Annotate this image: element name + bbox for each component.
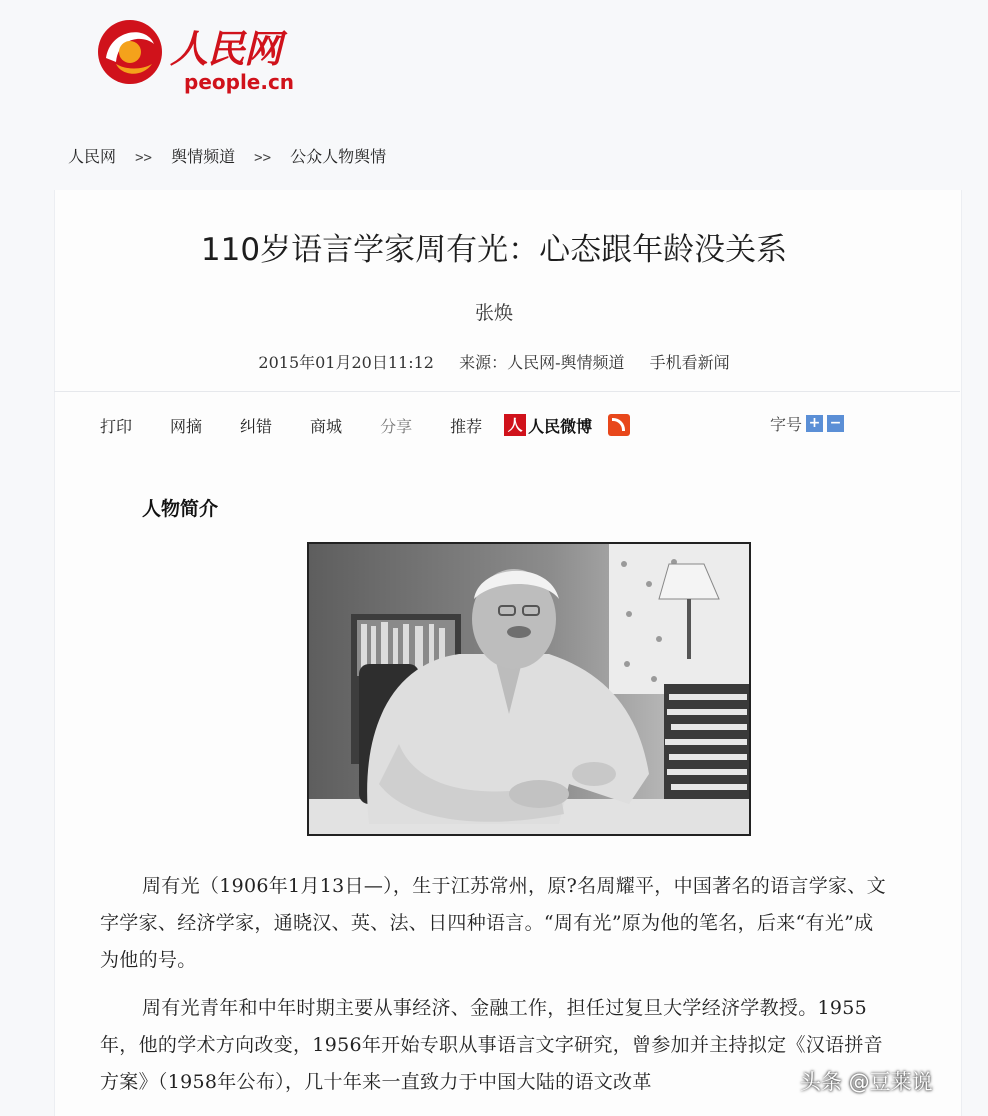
breadcrumb-channel[interactable]: 舆情频道 [171,147,236,166]
font-size-control [770,412,844,435]
bookmark-button[interactable]: 网摘 [170,416,203,436]
people-logo[interactable] [96,12,306,98]
article-meta [0,350,988,373]
brand-domain: people.cn [184,70,295,94]
shop-button[interactable]: 商城 [310,416,343,436]
breadcrumb-separator: >> [135,150,152,166]
watermark: 头条 @豆莱说 [800,1070,933,1094]
font-increase-button[interactable]: + [806,415,823,432]
weibo-label: 人民微博 [528,416,593,436]
breadcrumb-home[interactable]: 人民网 [68,147,117,166]
article-title: 110岁语言学家周有光：心态跟年龄没关系 [200,232,788,268]
article-datetime: 2015年01月20日11:12 [258,353,434,372]
article-author: 张焕 [474,302,513,324]
share-button[interactable]: 分享 [380,416,413,436]
recommend-button[interactable]: 推荐 [450,416,483,436]
breadcrumb-category[interactable]: 公众人物舆情 [290,147,387,166]
portrait-photo [307,542,751,836]
section-title: 人物简介 [142,498,219,520]
weibo-logo-icon: 人 [504,414,526,436]
font-size-label: 字号 [770,415,803,434]
divider [54,391,960,392]
brand-name: 人民网 [170,26,282,71]
breadcrumb-separator: >> [254,150,272,166]
mobile-news-link[interactable]: 手机看新闻 [649,353,730,372]
paragraph-2: 周有光青年和中年时期主要从事经济、金融工作，担任过复旦大学经济学教授。1955年，他的学术方向改变，1956年开始专职从事语言文字研究，曾参加并主持拟定《汉语拼音方案》（1958年公布），几十年来一直致力于中国大陆的语文改革 [100,997,883,1093]
article-toolbar [100,412,630,438]
font-decrease-button[interactable]: − [827,415,844,432]
print-button[interactable]: 打印 [100,416,133,436]
weibo-button[interactable] [504,414,592,437]
paragraph-1: 周有光（1906年1月13日—），生于江苏常州，原?名周耀平，中国著名的语言学家、文字学家、经济学家，通晓汉、英、法、日四种语言。“周有光”原为他的笔名，后来“有光”成为他的号。 [100,875,886,971]
article-source[interactable]: 来源：人民网-舆情频道 [459,353,625,372]
report-error-button[interactable]: 纠错 [240,416,273,436]
breadcrumb [68,144,400,167]
people-logo-icon [96,18,164,86]
rss-icon[interactable] [608,414,630,436]
